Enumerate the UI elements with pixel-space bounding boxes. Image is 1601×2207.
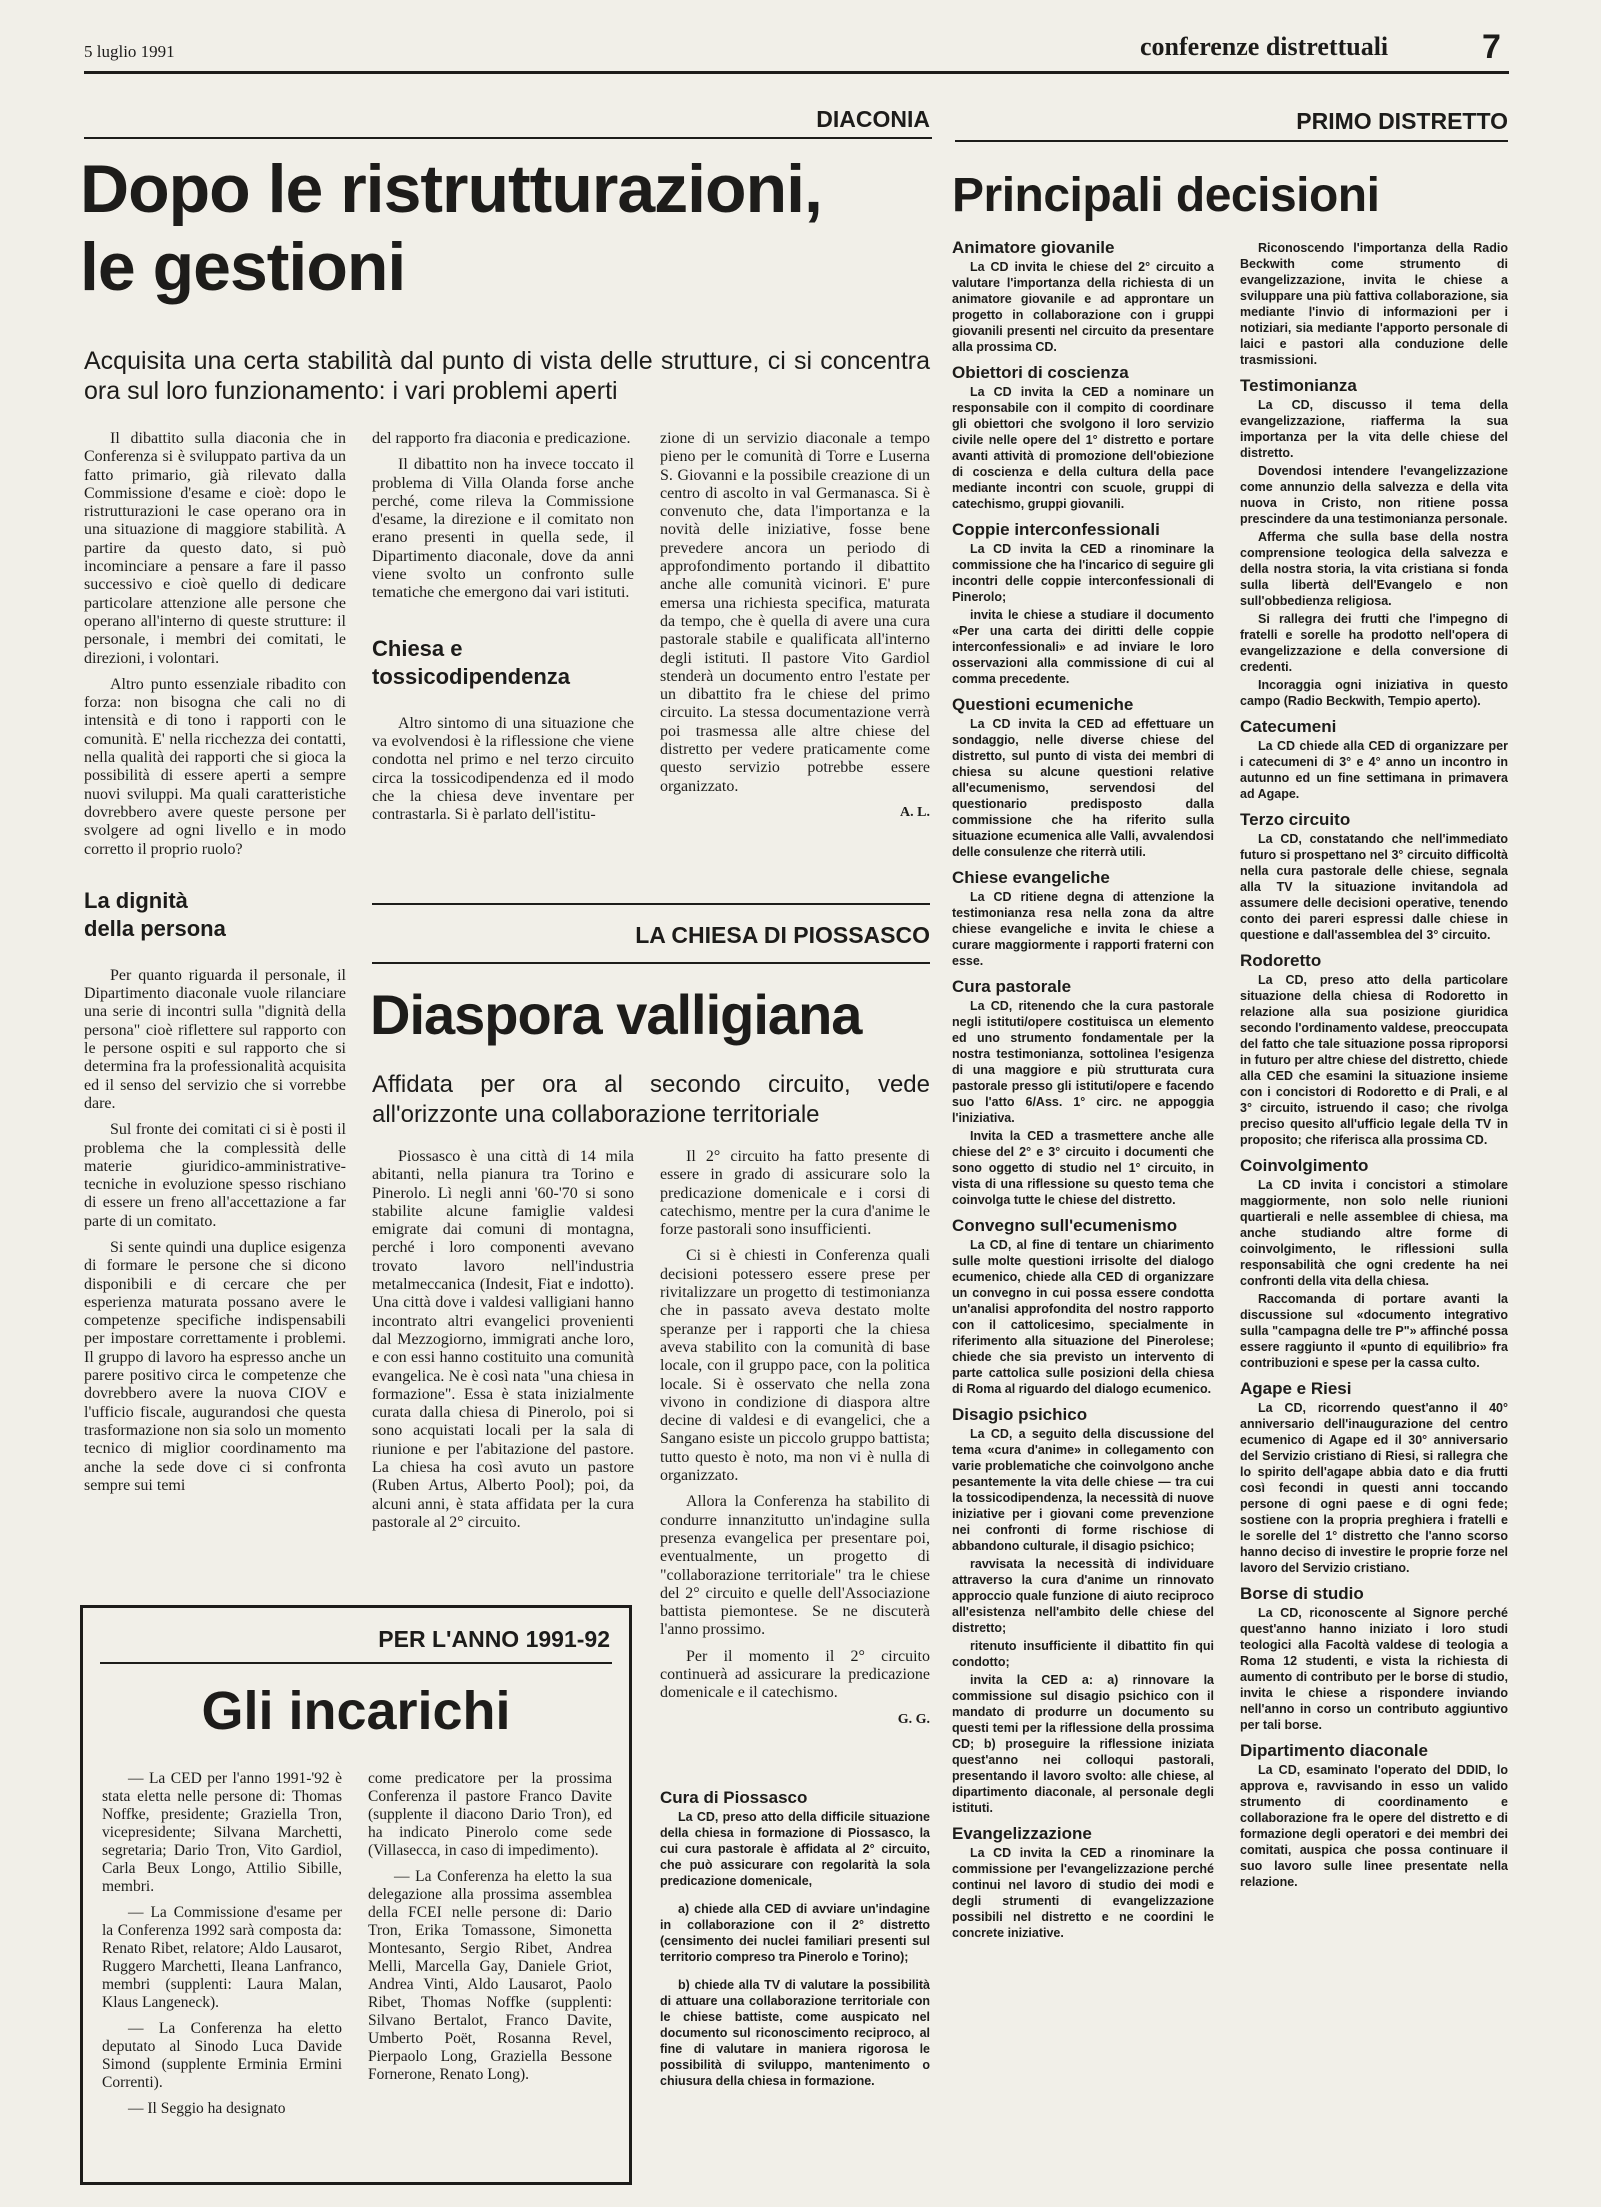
decision-paragraph: La CD invita la CED a rinominare la commissione che ha l'incarico di seguire gli incontri delle coppie interconfessionali di Pinerolo;	[952, 542, 1214, 604]
decision-paragraph: invita la CED a: a) rinnovare la commissione sul disagio psichico con il mandato di produrre un documento su questi temi per la riflessione della prossima CD; b) proseguire la riflessione iniziata quest'anno nei colloqui pastorali, presentando il lavoro svolto: alle chiese, al dipartimento diaconale, al personale degli istituti.	[952, 1673, 1214, 1815]
decisioni-col-left	[952, 240, 1214, 1943]
paragraph: Si sente quindi una duplice esigenza di formare le persone che si dicono disponibili e di cercare che per esperienza maturata possano avere le competenze specifiche indispensabili per impostare correttamente i problemi. Il gruppo di lavoro ha espresso anche un parere positivo circa le competenze che dovrebbero avere la nuova CIOV e l'ufficio fiscale, augurandosi che questa trasformazione non sia solo un momento tecnico di miglior coordinamento ma anche la sede dove ci si confronta sempre sui temi	[84, 1238, 346, 1494]
paragraph: — La Conferenza ha eletto la sua delegazione alla prossima assemblea della FCEI nelle persone di: Dario Tron, Erika Tomassone, Simonetta Montesanto, Sergio Ribet, Andrea Melli, Marcella Gay, Daniele Griot, Andrea Vinti, Aldo Lausarot, Paolo Ribet, Thomas Noffke (supplenti: Silvano Bertalot, Franco Davite, Umberto Poët, Rosanna Revel, Pierpaolo Long, Graziella Bessone Fornerone, Renato Long).	[368, 1868, 612, 2083]
piossasco-rule-mid	[372, 962, 930, 964]
decision-paragraph: La CD invita le chiese del 2° circuito a valutare l'importanza della richiesta di un animatore giovanile e ad approntare un progetto in collaborazione con i gruppi giovanili presenti nel circuito da presentare alla prossima CD.	[952, 260, 1214, 354]
decision-heading: Evangelizzazione	[952, 1824, 1092, 1843]
incarichi-col2	[368, 1770, 612, 2092]
paragraph: Altro punto essenziale ribadito con forza: non bisogna che cali no di intensità e di tono i rapporti con le comunità. E' nella ricchezza dei contatti, nella qualità dei rapporti che si gioca la possibilità di essere aperti a sempre nuovi sviluppi. Ma quali caratteristiche dovrebbero avere queste persone per svolgere ad ogni livello e in modo corretto il proprio ruolo?	[84, 675, 346, 858]
decision-paragraph: La CD, esaminato l'operato del DDID, lo approva e, ravvisando in esso un valido strumento di coordinamento e collaborazione fra le opere del distretto e di formazione degli operatori e dei membri dei comitati, auspica che possa continuare il suo lavoro sulle linee presentate nella relazione.	[1240, 1763, 1508, 1889]
paragraph: — La CED per l'anno 1991-'92 è stata eletta nelle persone di: Thomas Noffke, presidente; Graziella Tron, vicepresidente; Silvana Marchetti, segretaria; Dario Tron, Vito Gardiol, Carla Beux Longo, Attilio Sibille, membri.	[102, 1770, 342, 1895]
paragraph: Piossasco è una città di 14 mila abitanti, nella pianura tra Torino e Pinerolo. Lì negli anni '60-'70 si sono stabilite alcune famiglie valdesi emigrate dai comuni di montagna, perché i loro componenti avevano trovato lavoro nell'industria metalmeccanica (Indesit, Fiat e indotto). Una città dove i valdesi valligiani hanno incontrato altri evangelici provenienti dal Mezzogiorno, immigrati anche loro, e con essi hanno costituito una comunità evangelica. Ne è così nata "una chiesa in formazione". Essa è stata inizialmente curata dalla chiesa di Pinerolo, poi si sono acquistati locali per la sala di riunione e per l'abitazione del pastore. La chiesa ha così avuto un pastore (Ruben Artus, Alberto Pool); poi, da alcuni anni, è stata affidata per la cura pastorale al 2° circuito.	[372, 1148, 634, 1531]
decision-paragraph: La CD, preso atto della particolare situazione della chiesa di Rodoretto in relazione alla sua posizione giuridica secondo l'ordinamento valdese, preoccupata del fatto che tale situazione possa riproporsi in futuro per altre chiese del distretto, chiede alla CED che esamini la situazione insieme con i concistori di Rodoretto e di Prali, e al 3° circuito, istruendo il caso; che rivolga preciso quesito all'ufficio legale della TV in proposito; che riferisca alla prossima CD.	[1240, 973, 1508, 1147]
decision-paragraph: La CD invita la CED a nominare un responsabile con il compito di coordinare gli obiettori che svolgono il loro servizio civile nelle opere del 1° distretto e portare avanti attività di promozione dell'obiezione di coscienza e della cultura della pace mediante incontri con scuole, gruppi di catechismo, gruppi giovanili.	[952, 385, 1214, 511]
incarichi-rule	[100, 1662, 612, 1664]
decisioni-title: Principali decisioni	[952, 169, 1380, 222]
decision-heading: Convegno sull'ecumenismo	[952, 1216, 1178, 1235]
decision-heading: Disagio psichico	[952, 1405, 1088, 1424]
piossasco-colB	[660, 1148, 930, 1729]
paragraph: Sul fronte dei comitati ci si è posti il problema che la complessità delle materie giuridico-amministrative-tecniche in evoluzione spesso rischiano di essere un freno all'accettazione a far parte di un comitato.	[84, 1121, 346, 1230]
section-title: conferenze distrettuali	[1140, 32, 1389, 61]
piossasco-subtitle: Affidata per ora al secondo circuito, vede all'orizzonte una collaborazione territoriale	[372, 1071, 930, 1128]
decision-heading: Terzo circuito	[1240, 810, 1351, 829]
diaconia-title-line1: Dopo le ristrutturazioni,	[80, 151, 822, 227]
paragraph: b) chiede alla TV di valutare la possibilità di attuare una collaborazione territoriale con le chiese battiste, come auspicato nel documento sul riconoscimento reciproco, al fine di valutare in maniera rigorosa le possibilità di sviluppo, mantenimento o chiusura della chiesa in formazione.	[660, 1978, 930, 2088]
decision-heading: Rodoretto	[1240, 951, 1322, 970]
paragraph: — Il Seggio ha designato	[128, 2100, 286, 2117]
paragraph: Il dibattito non ha invece toccato il problema di Villa Olanda forse anche perché, come rileva la Commissione d'esame, la direzione e il comitato non erano presenti in quella sede, il Dipartimento diaconale, dove da anni viene svolto un confronto sulle tematiche che emergono dai vari istituti.	[372, 456, 634, 602]
diaconia-title	[80, 150, 940, 306]
decision-paragraph: La CD, discusso il tema della evangelizzazione, riafferma la sua importanza per la vita delle chiese del distretto.	[1240, 398, 1508, 460]
paragraph: Il dibattito sulla diaconia che in Conferenza si è sviluppato partiva da un fatto primario, già rilevato dalla Commissione d'esame e cioè: dopo le ristrutturazioni le case operano ora in una situazione di maggiore stabilità. A partire da questo dato, si può incominciare a pensare a fare il passo successivo e cioè quello di dedicare particolare attenzione alle persone che operano all'interno di queste strutture: il personale, i membri dei comitati, le direzioni, i volontari.	[84, 430, 346, 667]
subheading: Chiesa e tossicodipendenza	[372, 635, 571, 689]
diaconia-col2	[372, 430, 634, 832]
decision-paragraph: ravvisata la necessità di individuare attraverso la cura d'anime un rinnovato approccio quale funzione di aiuto reciproco all'esistenza nell'ambito delle chiese del distretto;	[952, 1557, 1214, 1635]
decisioni-kicker: PRIMO DISTRETTO	[1296, 108, 1508, 134]
incarichi-title: Gli incarichi	[201, 1681, 511, 1741]
paragraph: Per il momento il 2° circuito continuerà ad assicurare la predicazione domenicale e il catechismo.	[660, 1647, 930, 1702]
decision-paragraph: ritenuto insufficiente il dibattito fin qui condotto;	[952, 1639, 1214, 1669]
decision-paragraph: La CD invita i concistori a stimolare maggiormente, non solo nelle riunioni quartierali e nelle assemblee di chiesa, ma anche studiando altre forme di coinvolgimento, le riflessioni sulla responsabilità che ogni credente ha nei confronti della vita della chiesa.	[1240, 1178, 1508, 1288]
piossasco-kicker: LA CHIESA DI PIOSSASCO	[635, 922, 930, 948]
diaconia-subtitle: Acquisita una certa stabilità dal punto di vista delle strutture, ci si concentra ora sul loro funzionamento: i vari problemi aperti	[84, 347, 930, 405]
page-number: 7	[1482, 28, 1501, 66]
decision-paragraph: La CD ritiene degna di attenzione la testimonianza resa nella zona da altre chiese evangeliche e invita le chiese a curare maggiormente i rapporti fraterni con esse.	[952, 890, 1214, 968]
decision-heading: Borse di studio	[1240, 1584, 1364, 1603]
decisioni-rule-top	[955, 140, 1508, 142]
paragraph: — La Conferenza ha eletto deputato al Sinodo Luca Davide Simond (supplente Erminia Ermini Correnti).	[102, 2020, 342, 2091]
decision-paragraph: La CD invita la CED ad effettuare un sondaggio, nelle diverse chiese del distretto, sul punto di vista dei membri di chiesa su alcune questioni relative all'ecumenismo, servendosi del questionario predisposto dalla commissione che ha riferito sulla situazione ecumenica alle Valli, avvalendosi delle consulenze che riterrà utili.	[952, 717, 1214, 859]
diaconia-title-line2: le gestioni	[80, 229, 406, 305]
paragraph: Altro sintomo di una situazione che va evolvendosi è la riflessione che viene condotta nel primo e nel terzo circuito circa la tossicodipendenza ed il modo che la chiesa deve inventare per contrastarla. Si è parlato dell'istitu-	[372, 714, 634, 824]
decision-paragraph: Incoraggia ogni iniziativa in questo campo (Radio Beckwith, Tempio aperto).	[1240, 678, 1508, 708]
piossasco-colA	[372, 1148, 634, 1540]
decision-heading: Cura pastorale	[952, 977, 1072, 996]
decision-paragraph: Invita la CED a trasmettere anche alle chiese del 2° e 3° circuito i documenti che sono oggetto di studio nel 1° circuito, in vista di una riflessione su questo tema che coinvolga tutte le chiese del distretto.	[952, 1129, 1214, 1207]
paragraph: Allora la Conferenza ha stabilito di condurre innanzitutto un'indagine sulla presenza evangelica per presentare poi, eventualmente, un progetto di "collaborazione territoriale" tra le chiese del 2° circuito e quelle dell'Associazione battista piemontese. Se ne discuterà l'anno prossimo.	[660, 1493, 930, 1639]
paragraph: del rapporto fra diaconia e predicazione.	[372, 430, 631, 447]
decision-heading: Testimonianza	[1240, 376, 1357, 395]
signature: G. G.	[897, 1711, 930, 1727]
decision-paragraph: La CD, a seguito della discussione del tema «cura d'anime» in collegamento con varie problematiche che coinvolgono anche pesantemente la vita delle chiese — tra cui la tossicodipendenza, la necessità di nuove iniziative per i giovani come prevenzione nei confronti di forme rischiose di abbandono culturale, il disagio psichico;	[952, 1427, 1214, 1553]
diaconia-kicker: DIACONIA	[816, 106, 930, 132]
decision-paragraph: La CD chiede alla CED di organizzare per i catecumeni di 3° e 4° anno un incontro in autunno ed un fine settimana in primavera ad Agape.	[1240, 739, 1508, 801]
paragraph: — La Commissione d'esame per la Conferenza 1992 sarà composta da: Renato Ribet, relatore; Aldo Lausarot, Ruggero Marchetti, Ileana Lanfranco, membri (supplenti: Laura Malan, Klaus Langeneck).	[102, 1904, 342, 2011]
paragraph: Per quanto riguarda il personale, il Dipartimento diaconale vuole rilanciare una serie di incontri sulla "dignità della persona" cioè riflettere sul rapporto con le persone ospiti e sul rapporto che si determina fra la professionalità acquisita ed il senso del servizio che si vorrebbe dare.	[84, 966, 346, 1112]
cura-piossasco	[660, 1790, 930, 2091]
piossasco-title: Diaspora valligiana	[370, 983, 862, 1046]
decision-heading: Questioni ecumeniche	[952, 695, 1134, 714]
decision-paragraph: Raccomanda di portare avanti la discussione sul «documento integrativo sulla "campagna delle tre P"» affinché possa essere raggiunto il «punto di equilibrio» fra contribuzioni e spese per la cassa culto.	[1240, 1292, 1508, 1370]
piossasco-rule-top	[372, 903, 930, 905]
decision-paragraph: La CD, riconoscente al Signore perché quest'anno hanno iniziato i loro studi teologici alla Facoltà valdese di teologia a Roma 12 studenti, e vista la richiesta di aumento di contributo per le borse di studio, invita le chiese a rispondere inviando nell'anno in corso un contributo aggiuntivo per tali borse.	[1240, 1606, 1508, 1732]
issue-date: 5 luglio 1991	[84, 42, 175, 61]
decision-heading: Catecumeni	[1240, 717, 1337, 736]
diaconia-rule-top	[84, 137, 932, 139]
decision-paragraph: Dovendosi intendere l'evangelizzazione come annunzio della salvezza e della vita nuova in Cristo, non ritiene possa prescindere da una testimonianza personale.	[1240, 464, 1508, 526]
decision-heading: Coppie interconfessionali	[952, 520, 1160, 539]
decision-paragraph: La CD, constatando che nell'immediato futuro si prospettano nel 3° circuito difficoltà nella cura pastorale delle chiese, segnala alla TV la situazione invitandola ad assumere delle decisioni operative, tenendo conto dei pareri espressi dalle chiese in questione e dall'assemblea del 3° circuito.	[1240, 832, 1508, 942]
paragraph: Ci si è chiesti in Conferenza quali decisioni potessero essere prese per rivitalizzare un progetto di testimonianza che in passato aveva destato molte speranze per i rapporti che la chiesa aveva stabilito con la comunità di base locale, con il gruppo pace, con la politica locale. Si è osservato che nella zona vivono in condizione di diaspora altre decine di valdesi e di evangelici, che a Sangano esiste un piccolo gruppo battista; tutto questo è noto, ma non vi è nulla di organizzato.	[660, 1247, 930, 1485]
decision-heading: Agape e Riesi	[1240, 1379, 1352, 1398]
decision-paragraph: La CD, al fine di tentare un chiarimento sulle molte questioni irrisolte del dialogo ecumenico, chiede alla CED di organizzare un convegno in cui possa essere condotta un'analisi approfondita del nostro rapporto con il cattolicesimo, specialmente in riferimento alla situazione del Pinerolese; chiede che sia previsto un intervento di parte cattolica sulle posizioni della chiesa di Roma al riguardo del dialogo ecumenico.	[952, 1238, 1214, 1396]
signature: A. L.	[900, 804, 930, 820]
decision-paragraph: Si rallegra dei frutti che l'impegno di fratelli e sorelle ha prodotto nell'opera di evangelizzazione e della conversione di credenti.	[1240, 612, 1508, 674]
paragraph: come predicatore per la prossima Conferenza il pastore Franco Davite (supplente il diacono Dario Tron), ed ha indicato Pinerolo come sede (Villasecca, in caso di impedimento).	[368, 1770, 612, 1859]
diaconia-col1	[84, 430, 346, 1503]
decision-paragraph: La CD invita la CED a rinominare la commissione per l'evangelizzazione perché continui nel lavoro di studio dei modi e degli strumenti di evangelizzazione possibili nel distretto e ne coordini le concrete iniziative.	[952, 1846, 1214, 1940]
decision-heading: Dipartimento diaconale	[1240, 1741, 1428, 1760]
paragraph: Il 2° circuito ha fatto presente di essere in grado di assicurare solo la predicazione domenicale e i corsi di catechismo, mentre per la cura d'anime le forze pastorali sono insufficienti.	[660, 1148, 930, 1239]
decision-paragraph: La CD, ricorrendo quest'anno il 40° anniversario dell'inaugurazione del centro ecumenico di Agape ed il 30° anniversario del Servizio cristiano di Riesi, si rallegra che lo spirito dell'agape abbia dato e dia frutti così fecondi in questi anni toccando persone di ogni paese e di ogni fede; sostiene con la propria preghiera i fratelli e le sorelle del 1° distretto che l'anno scorso hanno deciso di investire le proprie forze nel lavoro del Servizio cristiano.	[1240, 1401, 1508, 1575]
decision-paragraph: La CD, ritenendo che la cura pastorale negli istituti/opere costituisca un elemento ed uno strumento fondamentale per la nostra testimonianza, sottolinea l'esigenza di una maggiore e più strutturata cura pastorale presso gli istituti/opere e facendo suo l'atto 6/Ass. 1° circ. ne appoggia l'iniziativa.	[952, 999, 1214, 1125]
decision-paragraph: Afferma che sulla base della nostra comprensione teologica della salvezza e della nostra storia, la vita cristiana si fonda sulla libertà dell'Evangelo e non sull'obbedienza religiosa.	[1240, 530, 1508, 608]
header-rule	[84, 71, 1509, 74]
subheading: La dignità della persona	[84, 887, 226, 941]
decision-heading: Obiettori di coscienza	[952, 363, 1129, 382]
cura-title: Cura di Piossasco	[660, 1788, 808, 1807]
decision-paragraph: invita le chiese a studiare il documento «Per una carta dei diritti delle coppie interconfessionali» e ad inviare le loro osservazioni alla commissione di cui al comma precedente.	[952, 608, 1214, 686]
paragraph: La CD, preso atto della difficile situazione della chiesa in formazione di Piossasco, la cui cura pastorale è affidata al 2° circuito, che può assicurare con regolarità la sola predicazione domenicale,	[660, 1810, 930, 1888]
decision-paragraph: Riconoscendo l'importanza della Radio Beckwith come strumento di evangelizzazione, invita le chiese a sviluppare una più fattiva collaborazione, sia mediante l'invio di informazioni per i notiziari, sia mediante l'apporto personale di laici e pastori alla conduzione delle trasmissioni.	[1240, 241, 1508, 367]
incarichi-col1	[102, 1770, 342, 2126]
decision-heading: Chiese evangeliche	[952, 868, 1110, 887]
decision-heading: Coinvolgimento	[1240, 1156, 1369, 1175]
paragraph: a) chiede alla CED di avviare un'indagine in collaborazione con il 2° distretto (censimento dei nuclei familiari presenti sul territorio compreso tra Pinerolo e Torino);	[660, 1902, 930, 1964]
decision-heading: Animatore giovanile	[952, 238, 1115, 257]
incarichi-kicker: PER L'ANNO 1991-92	[378, 1626, 610, 1652]
diaconia-col3	[660, 430, 930, 822]
decisioni-col-right	[1240, 240, 1508, 1892]
paragraph: zione di un servizio diaconale a tempo pieno per le comunità di Torre e Luserna S. Giovanni e la possibile creazione di un centro di ascolto in val Germanasca. Si è convenuto che, data l'importanza e la novità delle iniziative, fosse bene prevedere ancora un periodo di approfondimento portando il dibattito anche alle comunità vicinori. E' pure emersa una richiesta specifica, maturata da tempo, che è quella di avere una cura pastorale stabile e qualificata all'interno degli istituti. Il pastore Vito Gardiol stenderà un documento entro l'estate per un dibattito fra le chiese del primo circuito. La stessa documentazione verrà poi trasmessa alle altre chiese del distretto per vedere praticamente come questo servizio potrebbe essere organizzato.	[660, 430, 930, 795]
